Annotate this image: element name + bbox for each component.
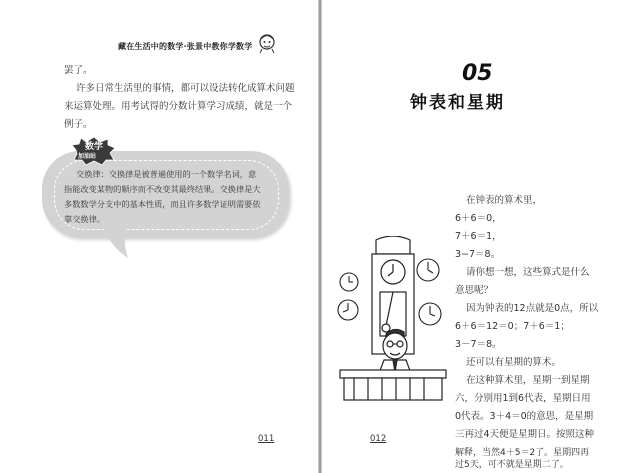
- body-line: 过5天，可不就是星期二了。: [455, 460, 569, 470]
- note-line: 靠交换律。: [64, 214, 105, 224]
- badge-subtitle: 加油站: [78, 153, 97, 160]
- badge-title: 数学: [85, 142, 104, 152]
- bubble-tail: [98, 226, 134, 260]
- paragraph-line: 来运算处理。用考试得的分数计算学习成绩，就是一个: [64, 101, 293, 112]
- mascot-head-icon: [256, 32, 278, 54]
- page-number: 011: [258, 434, 275, 444]
- body-line: 因为钟表的12点就是0点，所以: [466, 303, 599, 314]
- body-line: 6＋6＝12＝0；7＋6＝1；: [455, 321, 570, 332]
- body-line: 六，分别用1到6代表，星期日用: [455, 393, 591, 404]
- paragraph-line: 罢了。: [64, 65, 93, 76]
- clock-shop-illustration: [334, 236, 452, 402]
- body-line: 三再过4天便是星期日。按照这种: [455, 429, 595, 440]
- note-line: 多数数学分支中的基本性质，而且许多数学证明需要依: [64, 199, 261, 209]
- body-line: 0代表。3＋4＝0的意思，是星期: [455, 411, 594, 422]
- counter: [340, 370, 446, 400]
- note-line: 指能改变某物的顺序而不改变其最终结果。交换律是大: [64, 184, 261, 194]
- body-line: 在这种算术里，星期一到星期: [466, 375, 590, 386]
- body-line: 7＋6＝1，: [455, 231, 502, 242]
- body-line: 在钟表的算术里，: [466, 195, 543, 206]
- body-line: 3−7＝8。: [455, 249, 501, 260]
- body-line: 请你想一想，这些算式是什么: [466, 267, 590, 278]
- body-line: 意思呢？: [455, 285, 494, 296]
- note-line: 交换律：交换律是被普遍使用的一个数学名词，意: [76, 169, 257, 179]
- running-head: 藏在生活中的数学·张景中教你学数学: [118, 42, 253, 51]
- paragraph-line: 例子。: [64, 119, 93, 130]
- page-number: 012: [370, 434, 387, 444]
- chapter-title: 钟表和星期: [410, 93, 505, 113]
- body-line: 还可以有星期的算术。: [466, 357, 562, 368]
- paragraph-line: 许多日常生活里的事情，都可以设法转化成算术问题: [76, 83, 295, 94]
- body-line: 6＋6＝0，: [455, 213, 502, 224]
- body-line: 解释，当然4＋5＝2了。星期四再: [455, 448, 590, 458]
- left-page: [0, 0, 318, 473]
- body-line: 3－7＝8。: [455, 339, 502, 350]
- chapter-number: 05: [462, 61, 493, 86]
